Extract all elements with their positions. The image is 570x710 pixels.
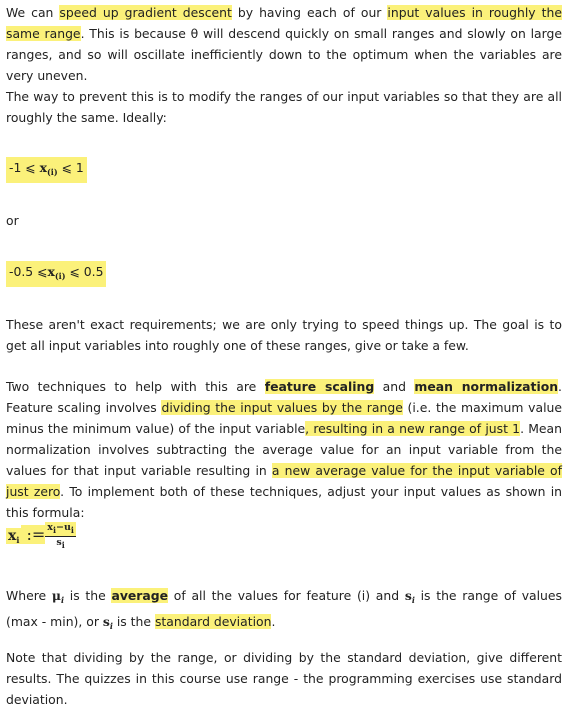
formula-lhs [6, 528, 21, 544]
note-paragraph: Note that dividing by the range, or dividing by the standard deviation, give different results. The quizzes in this course use range - the programming exercises use standard deviation. [6, 650, 562, 707]
techniques-paragraph [6, 376, 562, 523]
or-text: or [6, 213, 19, 228]
formula-fraction [45, 522, 76, 551]
text-run: is the [64, 588, 112, 603]
math-subscript: i [109, 621, 113, 631]
math-subscript: i [411, 595, 415, 605]
text-run: of all the values for feature (i) and [168, 588, 405, 603]
definitions-paragraph [6, 585, 562, 637]
formula-lhs-var: x [8, 528, 17, 544]
text-run: . Feature scaling involves [6, 379, 562, 415]
intro-paragraph [6, 2, 562, 86]
text-run: by having each of our [231, 5, 388, 20]
eq1-sub: (i) [47, 167, 58, 177]
eq2-right: ⩽ 0.5 [65, 264, 104, 279]
highlighted-text: mean normalization [414, 379, 559, 394]
num-mu-sub: i [70, 525, 74, 535]
text-run: (i.e. the maximum value minus the minimum value) of the input variable [6, 400, 562, 436]
text-run: . [271, 614, 276, 629]
num-x-sub: i [52, 525, 57, 535]
normalization-formula [6, 522, 76, 551]
formula-assign: := [21, 525, 46, 544]
range-equation-1 [6, 157, 87, 183]
text-run: and [374, 379, 415, 394]
formula-denominator [45, 537, 76, 551]
num-mu: u [63, 522, 71, 533]
highlighted-text: dividing the input values by the range [161, 400, 403, 415]
formula-lhs-sub: i [16, 535, 20, 545]
highlighted-text: input values in roughly the same range [6, 5, 562, 41]
num-x: x [47, 522, 53, 533]
den-s: s [56, 537, 62, 548]
prevention-paragraph: The way to prevent this is to modify the ranges of our input variables so that they are all roughly the same. Ideally: [6, 89, 562, 125]
math-subscript: i [60, 595, 65, 605]
highlighted-text: standard deviation [154, 614, 272, 629]
math-symbol: s [102, 614, 110, 629]
text-run: . This is because θ will descend quickly on small ranges and slowly on large ranges, and so will oscillate inefficiently down to the optimum when the variables are very uneven. [6, 26, 563, 83]
eq2-sub: (i) [54, 271, 66, 281]
highlighted-text: speed up gradient descent [59, 5, 232, 20]
range-equation-2 [6, 261, 106, 287]
highlighted-text: feature scaling [264, 379, 375, 394]
den-s-sub: i [61, 540, 65, 550]
num-minus: − [56, 522, 64, 533]
highlighted-text: a new average value for the input variable of just zero [6, 463, 562, 499]
requirements-paragraph: These aren't exact requirements; we are only trying to speed things up. The goal is to get all input variables into roughly one of these ranges, give or take a few. [6, 317, 562, 353]
eq2-var: x [47, 264, 55, 279]
eq1-var: x [39, 160, 48, 175]
eq1-right: ⩽ 1 [57, 160, 84, 175]
text-run: Two techniques to help with this are [6, 379, 265, 394]
text-run: is the range of values (max - min), or [6, 588, 562, 629]
text-run: . To implement both of these techniques, adjust your input values as shown in this formula: [6, 484, 562, 520]
eq2-left: -0.5 ⩽ [9, 264, 48, 279]
highlighted-text: average [111, 588, 169, 603]
math-symbol: s [404, 588, 412, 603]
highlighted-text: , resulting in a new range of just 1 [305, 421, 521, 436]
math-symbol: μ [51, 588, 61, 603]
text-run: . Mean normalization involves subtracting the average value for an input variable from the values for that input variable resulting in [6, 421, 562, 478]
text-run: We can [6, 5, 60, 20]
formula-numerator [45, 522, 76, 537]
eq1-left: -1 ⩽ [9, 160, 40, 175]
text-run: Where [6, 588, 52, 603]
text-run: is the [112, 614, 155, 629]
